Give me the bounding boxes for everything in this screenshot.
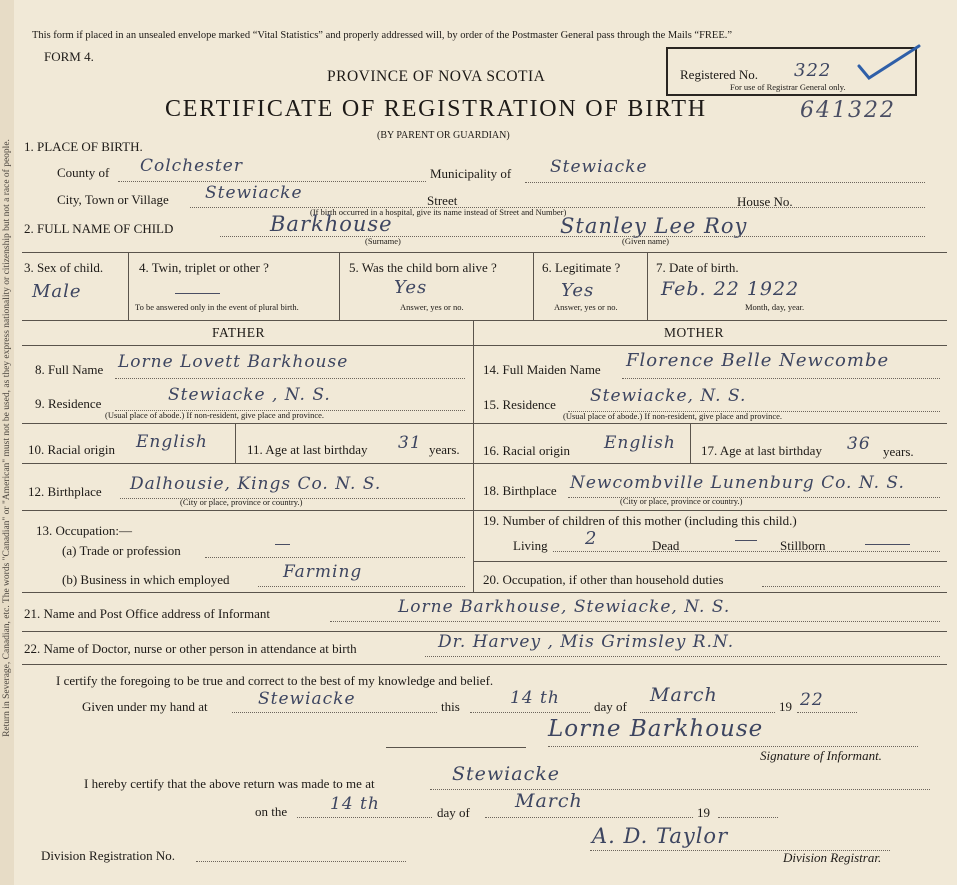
stillborn-dash — [865, 544, 910, 545]
mailing-notice: This form if placed in an unsealed envelope marked “Vital Statistics” and properly addressed will, by order of the Postmaster General pass through the Mails “FREE.” — [32, 30, 733, 41]
side-margin — [0, 0, 14, 885]
dob-label: 7. Date of birth. — [656, 260, 739, 275]
cert-month-line — [640, 712, 775, 713]
living-label: Living — [513, 538, 548, 553]
registrar-caption: Division Registrar. — [783, 850, 882, 865]
divider — [22, 463, 473, 464]
child-name-line — [220, 236, 925, 237]
doctor-value: Dr. Harvey , Mis Grimsley R.N. — [438, 632, 735, 652]
registrar-year-prefix: 19 — [697, 805, 710, 820]
alive-value: Yes — [394, 277, 428, 298]
mother-racial-label: 16. Racial origin — [483, 443, 571, 458]
children-count-label: 19. Number of children of this mother (including this child.) — [483, 513, 797, 528]
mother-racial-value: English — [604, 433, 676, 453]
registered-label: Registered No. — [680, 67, 758, 82]
mother-age-value: 36 — [847, 434, 871, 454]
certify-statement: I certify the foregoing to be true and correct to the best of my knowledge and belief. — [56, 673, 494, 688]
father-years-label: years. — [429, 442, 460, 457]
father-name-value: Lorne Lovett Barkhouse — [118, 352, 349, 372]
place-of-birth-label: 1. PLACE OF BIRTH. — [24, 139, 143, 154]
this-label: this — [441, 699, 460, 714]
side-note: Return in Severage, Canadian, etc. The words "Canadian" or "American" must not be used, as they express nationality or citizenship but not a race of people. — [2, 139, 12, 737]
sex-value: Male — [32, 281, 82, 302]
alive-note: Answer, yes or no. — [400, 302, 464, 312]
divider — [22, 423, 473, 424]
registered-number: 322 — [794, 60, 832, 81]
street-label: Street — [427, 193, 458, 208]
mother-name-line — [622, 378, 940, 379]
divider — [22, 664, 947, 665]
registrar-signature: A. D. Taylor — [592, 824, 729, 848]
cert-year-line — [797, 712, 857, 713]
mother-residence-label: 15. Residence — [483, 397, 556, 412]
doctor-label: 22. Name of Doctor, nurse or other person in attendance at birth — [24, 641, 357, 656]
registrar-place-value: Stewiacke — [452, 763, 560, 785]
mother-residence-value: Stewiacke, N. S. — [590, 386, 747, 406]
mother-heading: MOTHER — [664, 325, 724, 340]
father-racial-value: English — [136, 432, 208, 452]
divider — [22, 592, 947, 593]
registrar-month-value: March — [515, 790, 583, 812]
on-the-label: on the — [255, 804, 288, 819]
business-label: (b) Business in which employed — [62, 572, 230, 587]
divider — [128, 252, 129, 320]
mother-birthplace-value: Newcombville Lunenburg Co. N. S. — [570, 473, 905, 493]
divider — [386, 747, 526, 748]
divider — [22, 345, 947, 346]
informant-label: 21. Name and Post Office address of Informant — [24, 606, 270, 621]
child-given-name-value: Stanley Lee Roy — [560, 214, 748, 238]
trade-dash — [275, 544, 290, 545]
municipality-line — [525, 182, 925, 183]
signature-line — [548, 746, 918, 747]
registrar-day-line — [297, 817, 432, 818]
stillborn-label: Stillborn — [780, 538, 826, 553]
division-registration-line — [196, 861, 406, 862]
informant-signature: Lorne Barkhouse — [548, 716, 764, 742]
twin-label: 4. Twin, triplet or other ? — [139, 260, 269, 275]
legitimate-value: Yes — [561, 280, 595, 301]
father-residence-label: 9. Residence — [35, 396, 102, 411]
father-birthplace-label: 12. Birthplace — [28, 484, 102, 499]
twin-dash — [175, 293, 220, 294]
given-place-line — [232, 712, 437, 713]
mother-years-label: years. — [883, 444, 914, 459]
informant-line — [330, 621, 940, 622]
county-value: Colchester — [140, 156, 243, 176]
cert-day-value: 14 th — [510, 688, 560, 708]
house-number-label: House No. — [737, 194, 793, 209]
father-residence-note: (Usual place of abode.) If non-resident, give place and province. — [105, 410, 325, 420]
mother-birthplace-label: 18. Birthplace — [483, 483, 557, 498]
divider — [339, 252, 340, 320]
registrar-note: For use of Registrar General only. — [730, 82, 846, 92]
father-racial-label: 10. Racial origin — [28, 442, 116, 457]
doctor-line — [425, 656, 940, 657]
trade-line — [205, 557, 465, 558]
business-value: Farming — [283, 562, 363, 582]
divider — [473, 463, 947, 464]
cert-day-of-label: day of — [594, 699, 627, 714]
child-surname-value: Barkhouse — [270, 212, 393, 236]
father-birthplace-note: (City or place, province or country.) — [180, 497, 303, 507]
father-name-label: 8. Full Name — [35, 362, 104, 377]
mother-occupation-label: 20. Occupation, if other than household duties — [483, 572, 724, 587]
mother-occupation-line — [762, 586, 940, 587]
divider — [647, 252, 648, 320]
father-occupation-label: 13. Occupation:— — [36, 523, 133, 538]
form-number: FORM 4. — [44, 49, 94, 64]
mother-name-label: 14. Full Maiden Name — [483, 362, 601, 377]
stamp-number: 641322 — [800, 98, 896, 123]
divider — [473, 561, 947, 562]
father-birthplace-value: Dalhousie, Kings Co. N. S. — [130, 474, 382, 494]
dead-dash — [735, 540, 757, 541]
mother-residence-note: (Usual place of abode.) If non-resident, give place and province. — [563, 411, 783, 421]
trade-label: (a) Trade or profession — [62, 543, 181, 558]
registrar-month-line — [485, 817, 693, 818]
father-name-line — [115, 378, 465, 379]
dead-label: Dead — [652, 538, 680, 553]
cert-month-value: March — [650, 684, 718, 706]
mother-birthplace-note: (City or place, province or country.) — [620, 496, 743, 506]
province-heading: PROVINCE OF NOVA SCOTIA — [327, 68, 546, 85]
divider — [22, 252, 947, 253]
city-label: City, Town or Village — [57, 192, 169, 207]
page-title: CERTIFICATE OF REGISTRATION OF BIRTH — [165, 96, 707, 122]
registrar-place-line — [430, 789, 930, 790]
given-name-caption: (Given name) — [622, 236, 669, 246]
divider — [473, 423, 947, 424]
father-age-value: 31 — [398, 433, 422, 453]
legitimate-note: Answer, yes or no. — [554, 302, 618, 312]
given-under-label: Given under my hand at — [82, 699, 208, 714]
city-value: Stewiacke — [205, 183, 303, 203]
informant-value: Lorne Barkhouse, Stewiacke, N. S. — [398, 597, 731, 617]
father-heading: FATHER — [212, 325, 266, 340]
mother-name-value: Florence Belle Newcombe — [626, 350, 890, 371]
signature-caption: Signature of Informant. — [760, 748, 882, 763]
cert-year-value: 22 — [800, 690, 824, 710]
legitimate-label: 6. Legitimate ? — [542, 260, 621, 275]
surname-caption: (Surname) — [365, 236, 401, 246]
sex-label: 3. Sex of child. — [24, 260, 104, 275]
dob-note: Month, day, year. — [745, 302, 805, 312]
checkmark-icon — [855, 44, 925, 84]
registrar-day-of-label: day of — [437, 805, 470, 820]
municipality-value: Stewiacke — [550, 157, 648, 177]
registrar-year-line — [718, 817, 778, 818]
municipality-label: Municipality of — [430, 166, 512, 181]
hospital-note: (If birth occurred in a hospital, give its name instead of Street and Number) — [310, 207, 567, 217]
business-line — [258, 586, 465, 587]
dob-value: Feb. 22 1922 — [661, 278, 800, 300]
alive-label: 5. Was the child born alive ? — [349, 260, 497, 275]
children-line — [553, 551, 940, 552]
cert-day-line — [470, 712, 590, 713]
mother-age-label: 17. Age at last birthday — [701, 443, 822, 458]
center-divider — [473, 320, 474, 592]
divider — [690, 423, 691, 463]
twin-note: To be answered only in the event of plural birth. — [135, 302, 299, 312]
father-residence-value: Stewiacke , N. S. — [168, 385, 331, 405]
cert-year-prefix: 19 — [779, 699, 792, 714]
divider — [533, 252, 534, 320]
registrar-day-value: 14 th — [330, 794, 380, 814]
father-age-label: 11. Age at last birthday — [247, 442, 368, 457]
county-label: County of — [57, 165, 110, 180]
living-value: 2 — [585, 528, 598, 549]
divider — [22, 320, 947, 321]
divider — [22, 510, 947, 511]
given-place-value: Stewiacke — [258, 689, 356, 709]
divider — [235, 423, 236, 463]
registrar-statement: I hereby certify that the above return was made to me at — [84, 776, 375, 791]
division-registration-label: Division Registration No. — [41, 848, 175, 863]
child-name-label: 2. FULL NAME OF CHILD — [24, 221, 174, 236]
county-line — [118, 181, 426, 182]
page-subtitle: (BY PARENT OR GUARDIAN) — [377, 130, 510, 141]
